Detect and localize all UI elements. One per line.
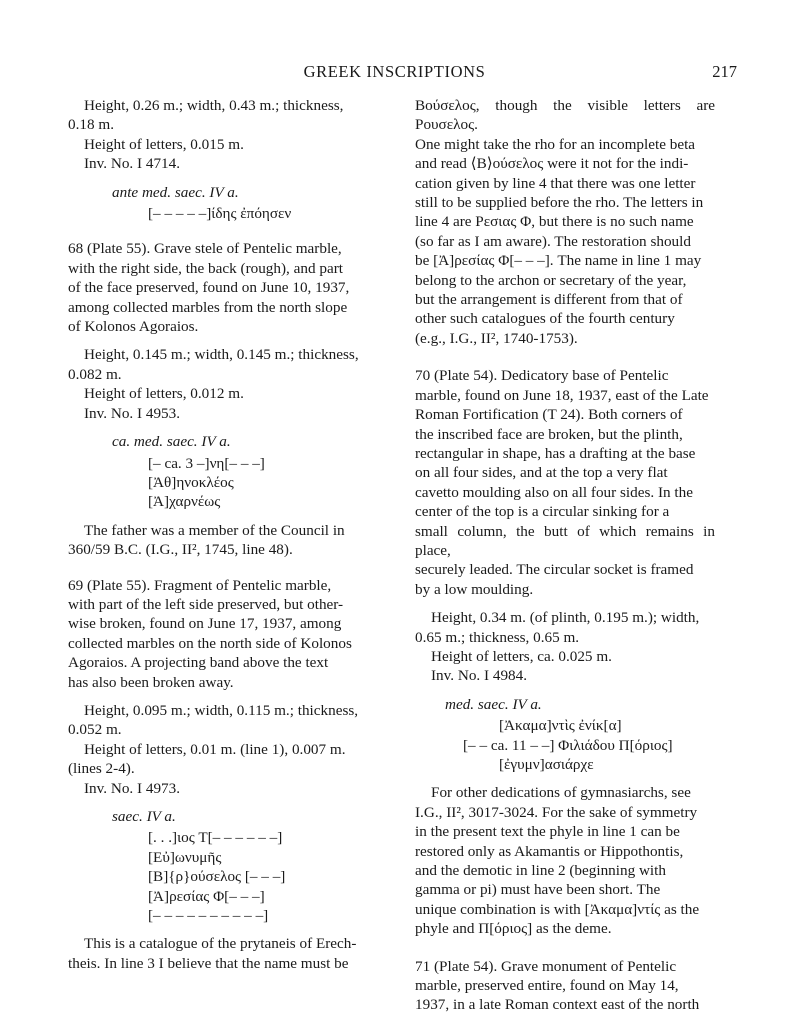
description-line: of Kolonos Agoraios. — [68, 318, 199, 336]
entry-71 — [415, 957, 715, 1015]
continuation-line: One might take the rho for an incomplete beta — [415, 135, 696, 153]
continuation-line: but the arrangement is different from that of — [415, 291, 683, 309]
letter-height-line: (lines 2-4). — [68, 760, 135, 778]
letter-height-line: Height of letters, 0.015 m. — [84, 135, 244, 153]
description-line: the inscribed face are broken, but the plinth, — [415, 425, 683, 443]
greek-line: [– ca. 3 –]νη[– – –] — [148, 454, 265, 472]
continuation-line: and read ⟨Β⟩ούσελος were it not for the indi- — [415, 155, 689, 173]
description-line: center of the top is a circular sinking for a — [415, 503, 670, 521]
entry-68-measurements — [68, 345, 368, 423]
note-line: theis. In line 3 I believe that the name must be — [68, 954, 349, 972]
note-line: 360/59 B.C. (I.G., II², 1745, line 48). — [68, 541, 293, 559]
letter-height-line: Height of letters, 0.01 m. (line 1), 0.007 m. — [84, 740, 346, 758]
entry-69-description — [68, 576, 368, 692]
page-header — [0, 58, 789, 86]
entry-69 — [68, 576, 368, 974]
entry-69-measurements — [68, 701, 368, 798]
discussion-line: I.G., II², 3017-3024. For the sake of symmetry — [415, 803, 698, 821]
discussion-line: restored only as Akamantis or Hippothontis, — [415, 842, 684, 860]
letter-height-line: Height of letters, 0.012 m. — [84, 385, 244, 403]
greek-line: [Β]{ρ}ούσελος [– – –] — [148, 868, 286, 886]
description-line: (Plate 55). Fragment of Pentelic marble, — [86, 576, 332, 594]
entry-68-note — [68, 521, 368, 560]
greek-line: [– – – – –]ίδης ἐπόησεν — [148, 205, 292, 223]
entry-69-note — [68, 934, 368, 973]
entry-number: 71 — [415, 957, 431, 975]
greek-line: [Ἀθ]ηνοκλέος — [148, 473, 234, 491]
entry-number: 69 — [68, 576, 84, 594]
greek-line: [. . .]ιος Τ[– – – – – –] — [148, 829, 283, 847]
entry-70-description — [415, 366, 715, 599]
inscription-date: med. saec. IV a. — [445, 695, 542, 713]
description-line: marble, found on June 18, 1937, east of the Late — [415, 386, 709, 404]
dimensions-line: 0.082 m. — [68, 365, 122, 383]
inscription-text — [148, 204, 368, 223]
inscription-date: ca. med. saec. IV a. — [112, 433, 231, 451]
dimensions-line: 0.18 m. — [68, 116, 114, 134]
dimensions-line: Height, 0.26 m.; width, 0.43 m.; thickness, — [84, 97, 344, 114]
continuation-line: (so far as I am aware). The restoration should — [415, 232, 691, 250]
inscription-text — [148, 454, 368, 512]
greek-line: [– – ca. 11 – –] Φιλιάδου Π[όριος] — [463, 736, 673, 754]
inscription-date: ante med. saec. IV a. — [112, 183, 239, 201]
continuation-line: be [Ἀ]ρεσίας Φ[– – –]. The name in line 1 may — [415, 252, 702, 270]
dimensions-line: 0.65 m.; thickness, 0.65 m. — [415, 628, 580, 646]
continuation-line: line 4 are Ρεσιας Φ, but there is no such name — [415, 213, 694, 231]
description-line: (Plate 54). Dedicatory base of Pentelic — [433, 367, 669, 385]
greek-line: [Εὐ]ωνυμῆς — [148, 848, 222, 866]
description-line: has also been broken away. — [68, 673, 234, 691]
description-line: wise broken, found on June 17, 1937, among — [68, 615, 342, 633]
description-line: collected marbles on the north side of Kolonos — [68, 634, 352, 652]
entry-70-discussion — [415, 783, 715, 938]
inventory-line: Inv. No. I 4714. — [84, 155, 181, 173]
greek-line: [– – – – – – – – – –] — [148, 907, 269, 925]
description-line: (Plate 55). Grave stele of Pentelic marble, — [86, 240, 342, 258]
top-measurements — [68, 96, 368, 174]
description-line: on all four sides, and at the top a very flat — [415, 464, 668, 482]
entry-number: 70 — [415, 367, 431, 385]
entry-number: 68 — [68, 240, 84, 258]
description-line: rectangular in shape, has a drafting at the base — [415, 444, 696, 462]
greek-line: [Ἀ]χαρνέως — [148, 493, 221, 511]
description-line: with the right side, the back (rough), and part — [68, 259, 343, 277]
entry-69-continuation — [415, 96, 715, 348]
description-line: (Plate 54). Grave monument of Pentelic — [433, 957, 677, 975]
description-line: among collected marbles from the north slope — [68, 298, 348, 316]
description-line: Roman Fortification (T 24). Both corners of — [415, 406, 683, 424]
inscription-date: saec. IV a. — [112, 808, 176, 825]
letter-height-line: Height of letters, ca. 0.025 m. — [431, 647, 612, 665]
continuation-line: other such catalogues of the fourth century — [415, 310, 675, 328]
greek-line: [Ἀ]ρεσίας Φ[– – –] — [148, 887, 265, 905]
right-column — [415, 96, 715, 1015]
discussion-line: gamma or pi) must have been short. The — [415, 881, 661, 899]
entry-68 — [68, 239, 368, 559]
inscription-text — [463, 716, 715, 774]
description-line: of the face preserved, found on June 10, 1937, — [68, 279, 350, 297]
description-line: cavetto moulding also on all four sides. In the — [415, 483, 693, 501]
description-line: by a low moulding. — [415, 580, 534, 598]
inventory-line: Inv. No. I 4953. — [84, 404, 181, 422]
page-number: 217 — [712, 62, 737, 81]
description-line: small column, the butt of which remains in place, — [415, 522, 715, 559]
entry-70 — [415, 366, 715, 938]
left-column — [68, 96, 368, 973]
discussion-line: and the demotic in line 2 (beginning with — [415, 862, 666, 880]
greek-line: [Ἀκαμα]ντὶς ἐνίκ[α] — [499, 717, 622, 735]
inventory-line: Inv. No. I 4973. — [84, 779, 181, 797]
dimensions-line: 0.052 m. — [68, 721, 122, 739]
entry-68-description — [68, 239, 368, 336]
continuation-line: Βούσελος, though the visible letters are Ρουσελος. — [415, 97, 715, 134]
discussion-line: phyle and Π[όριος] as the deme. — [415, 920, 612, 938]
continuation-line: still to be supplied before the rho. The letters in — [415, 194, 704, 212]
note-line: The father was a member of the Council in — [84, 521, 345, 539]
description-line: with part of the left side preserved, but other- — [68, 595, 344, 613]
entry-70-measurements — [415, 608, 715, 686]
description-line: securely leaded. The circular socket is framed — [415, 561, 694, 579]
greek-line: [ἐγυμν]ασιάρχε — [499, 756, 594, 773]
dimensions-line: Height, 0.34 m. (of plinth, 0.195 m.); width, — [431, 609, 700, 627]
description-line: marble, preserved entire, found on May 14, — [415, 977, 679, 995]
continuation-line: belong to the archon or secretary of the year, — [415, 271, 687, 289]
inventory-line: Inv. No. I 4984. — [431, 667, 528, 685]
note-line: This is a catalogue of the prytaneis of Erech- — [84, 935, 357, 953]
discussion-line: unique combination is with [Ἀκαμα]ντίς as the — [415, 900, 700, 918]
dimensions-line: Height, 0.095 m.; width, 0.115 m.; thickness, — [84, 701, 359, 719]
discussion-line: For other dedications of gymnasiarchs, see — [431, 784, 691, 802]
description-line: 1937, in a late Roman context east of the north — [415, 996, 700, 1014]
entry-71-description — [415, 957, 715, 1015]
continuation-line: cation given by line 4 that there was one letter — [415, 174, 696, 192]
dimensions-line: Height, 0.145 m.; width, 0.145 m.; thickness, — [84, 346, 359, 364]
continuation-line: (e.g., I.G., II², 1740-1753). — [415, 329, 578, 347]
discussion-line: in the present text the phyle in line 1 can be — [415, 823, 680, 841]
inscription-text — [148, 828, 368, 925]
description-line: Agoraios. A projecting band above the text — [68, 654, 329, 672]
running-title: GREEK INSCRIPTIONS — [303, 62, 486, 81]
